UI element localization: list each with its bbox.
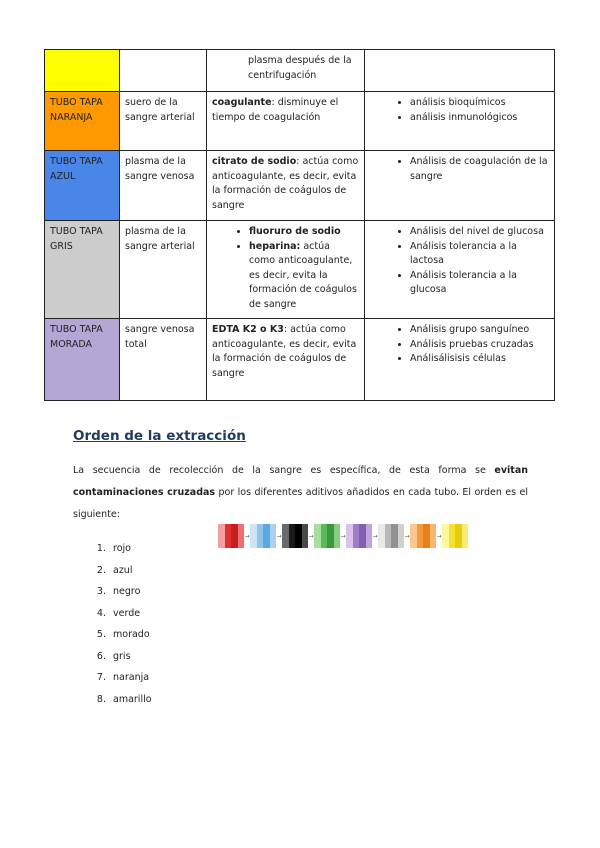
analyses-cell xyxy=(365,221,555,319)
analysis-item: • análisis inmunológicos xyxy=(410,111,549,126)
additive-bold: coagulante xyxy=(212,97,272,108)
table-row xyxy=(45,92,555,151)
analyses-cell xyxy=(365,151,555,221)
table-row xyxy=(45,221,555,319)
order-item: 1. rojo xyxy=(109,538,152,560)
additive-cell xyxy=(207,221,365,319)
sample-cell: plasma de la sangre arterial xyxy=(120,221,207,319)
analysis-item: • Análisis de coagulación de la sangre xyxy=(410,155,549,184)
additive-cell xyxy=(207,319,365,401)
additive-item-bold: fluoruro de sodio xyxy=(249,226,341,237)
sample-cell: sangre venosa total xyxy=(120,319,207,401)
additive-item xyxy=(249,225,359,240)
analysis-item: • Análisis grupo sanguíneo xyxy=(410,323,549,338)
para-bold: evitan contaminaciones cruzadas xyxy=(73,465,528,498)
tube-name-cell: TUBO TAPA GRIS xyxy=(45,221,120,319)
additive-bold: EDTA K2 o K3 xyxy=(212,324,284,335)
arrow-icon: → xyxy=(276,532,282,540)
analyses-cell xyxy=(365,92,555,151)
tube-name-cell: TUBO TAPA MORADA xyxy=(45,319,120,401)
order-item: 4. verde xyxy=(109,603,152,625)
tube-swatch-naranja xyxy=(410,524,436,548)
order-item: 3. negro xyxy=(109,581,152,603)
additive-cell xyxy=(207,151,365,221)
tube-swatch-negro xyxy=(282,524,308,548)
extraction-order-list xyxy=(73,538,152,710)
order-item: 2. azul xyxy=(109,560,152,582)
additive-cell xyxy=(207,50,365,92)
tube-name-cell xyxy=(45,50,120,92)
tube-swatch-morado xyxy=(346,524,372,548)
order-item: 7. naranja xyxy=(109,667,152,689)
analysis-item: • Análisis tolerancia a la glucosa xyxy=(410,269,549,298)
additive-rest: : disminuye el tiempo de coagulación xyxy=(212,97,339,123)
analyses-cell xyxy=(365,50,555,92)
order-item: 5. morado xyxy=(109,624,152,646)
analysis-item: • Análisis tolerancia a la lactosa xyxy=(410,240,549,269)
para-start: La secuencia de recolección de la sangre es específica, de esta forma se xyxy=(73,465,495,476)
sample-cell: suero de la sangre arterial xyxy=(120,92,207,151)
order-item: 8. amarillo xyxy=(109,689,152,711)
table-row xyxy=(45,50,555,92)
additive-cell xyxy=(207,92,365,151)
table-row xyxy=(45,151,555,221)
arrow-icon: → xyxy=(372,532,378,540)
analyses-cell xyxy=(365,319,555,401)
tube-name-cell: TUBO TAPA AZUL xyxy=(45,151,120,221)
tube-color-strip xyxy=(218,524,468,548)
arrow-icon: → xyxy=(436,532,442,540)
analysis-item: • Análisálisisis células xyxy=(410,352,549,367)
arrow-icon: → xyxy=(404,532,410,540)
tube-swatch-rojo xyxy=(218,524,244,548)
order-item: 6. gris xyxy=(109,646,152,668)
table-row xyxy=(45,319,555,401)
additive-rest: : actúa como anticoagulante, es decir, evita la formación de coágulos de sangre xyxy=(212,324,357,379)
additive-item xyxy=(249,240,359,313)
tube-swatch-amarillo xyxy=(442,524,468,548)
arrow-icon: → xyxy=(244,532,250,540)
additive-item-bold: heparina: xyxy=(249,240,301,252)
para-end: por los diferentes aditivos añadidos en cada tubo. El orden es el siguiente: xyxy=(73,487,528,520)
sample-cell: plasma de la sangre venosa xyxy=(120,151,207,221)
section-heading: Orden de la extracción xyxy=(73,428,246,444)
tube-swatch-gris xyxy=(378,524,404,548)
analysis-item: • Análisis pruebas cruzadas xyxy=(410,338,549,353)
analysis-item: • Análisis del nivel de glucosa xyxy=(410,225,549,240)
tube-swatch-azul xyxy=(250,524,276,548)
tube-swatch-verde xyxy=(314,524,340,548)
tube-name-cell: TUBO TAPA NARANJA xyxy=(45,92,120,151)
additive-item-rest: actúa como anticoagulante, es decir, evita la formación de coágulos de sangre xyxy=(249,240,357,310)
arrow-icon: → xyxy=(340,532,346,540)
sample-cell xyxy=(120,50,207,92)
tube-table xyxy=(44,49,555,401)
additive-bold: citrato de sodio xyxy=(212,156,297,167)
order-paragraph xyxy=(73,460,528,526)
additive-text: plasma después de la centrifugación xyxy=(248,55,352,81)
additive-rest: : actúa como anticoagulante, es decir, evita la formación de coágulos de sangre xyxy=(212,156,359,211)
arrow-icon: → xyxy=(308,532,314,540)
analysis-item: • análisis bioquímicos xyxy=(410,96,549,111)
